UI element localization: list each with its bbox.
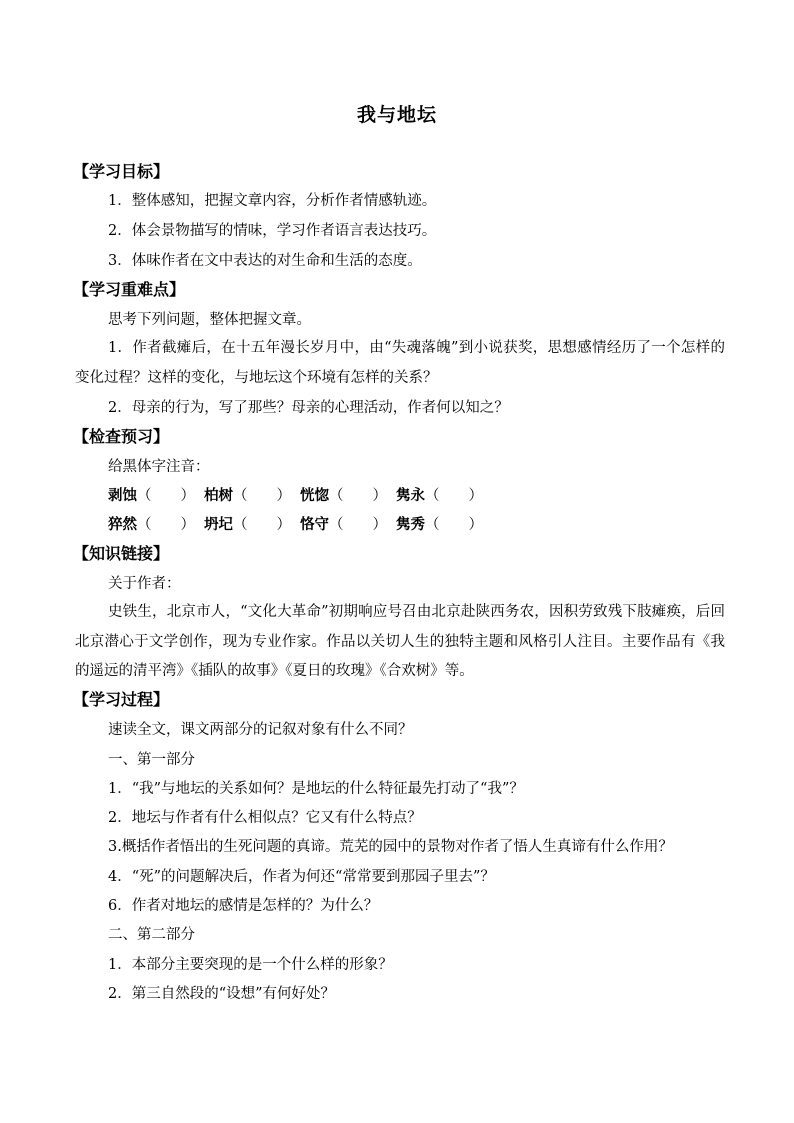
section-heading-process: 【学习过程】	[73, 690, 170, 709]
pinyin-item	[396, 486, 486, 506]
pinyin-word: 恍惚	[300, 488, 329, 504]
section-heading-goals: 【学习目标】	[73, 162, 170, 181]
pinyin-blank[interactable]: （ ）	[233, 517, 291, 533]
question-item: 1．本部分主要突现的是一个什么样的形象？	[108, 957, 393, 973]
part-title: 二、第二部分	[108, 927, 195, 943]
pinyin-row-1	[108, 486, 486, 506]
pinyin-word: 坍圮	[204, 517, 233, 533]
goal-item: 1．整体感知，把握文章内容，分析作者情感轨迹。	[108, 193, 437, 209]
pinyin-item	[108, 515, 204, 535]
pinyin-blank[interactable]: （ ）	[425, 488, 483, 504]
pinyin-item	[396, 515, 486, 535]
pinyin-word: 隽永	[396, 488, 425, 504]
pinyin-item	[108, 486, 204, 506]
pinyin-blank[interactable]: （ ）	[329, 488, 387, 504]
pinyin-word: 柏树	[204, 488, 233, 504]
pinyin-blank[interactable]: （ ）	[137, 517, 195, 533]
question-item: 2．地坛与作者有什么相似点？它又有什么特点？	[108, 810, 422, 826]
question-item: 4．“死”的问题解决后，作者为何还“常常要到那园子里去”？	[108, 869, 495, 885]
section-heading-preview: 【检查预习】	[73, 427, 170, 446]
goal-item: 2．体会景物描写的情味，学习作者语言表达技巧。	[108, 223, 437, 239]
section-heading-knowledge: 【知识链接】	[73, 544, 170, 563]
question-item: 3.概括作者悟出的生死问题的真谛。荒芜的园中的景物对作者了悟人生真谛有什么作用？	[108, 839, 673, 855]
pinyin-word: 隽秀	[396, 517, 425, 533]
pinyin-word: 恪守	[300, 517, 329, 533]
question-item: 1．“我”与地坛的关系如何？是地坛的什么特征最先打动了“我”？	[108, 781, 524, 797]
pinyin-row-2	[108, 515, 486, 535]
pinyin-blank[interactable]: （ ）	[233, 488, 291, 504]
knowledge-intro: 关于作者：	[108, 576, 181, 592]
question-item: 6．作者对地坛的感情是怎样的？为什么？	[108, 898, 379, 914]
preview-instruction: 给黑体字注音：	[108, 459, 210, 475]
key-question-2: 2．母亲的行为，写了那些？母亲的心理活动，作者何以知之？	[108, 400, 509, 416]
section-heading-key-points: 【学习重难点】	[73, 280, 186, 299]
part-title: 一、第一部分	[108, 752, 195, 768]
author-bio: 史铁生，北京市人，“文化大革命”初期响应号召由北京赴陕西务农，因积劳致残下肢瘫痪，后回北京潜心于文学创作，现为专业作家。作品以关切人生的独特主题和风格引人注目。主要作品有《我的遥远的清平湾》《插队的故事》《夏日的玫瑰》《合欢树》等。	[75, 604, 725, 679]
pinyin-blank[interactable]: （ ）	[329, 517, 387, 533]
key-question-1: 1．作者截瘫后，在十五年漫长岁月中，由“失魂落魄”到小说获奖，思想感情经历了一个怎样的变化过程？这样的变化，与地坛这个环境有怎样的关系？	[75, 340, 725, 386]
key-points-intro: 思考下列问题，整体把握文章。	[108, 312, 311, 328]
pinyin-blank[interactable]: （ ）	[425, 517, 483, 533]
question-item: 2．第三自然段的“设想”有何好处？	[108, 986, 336, 1002]
pinyin-word: 猝然	[108, 517, 137, 533]
process-intro: 速读全文，课文两部分的记叙对象有什么不同？	[108, 722, 413, 738]
pinyin-blank[interactable]: （ ）	[137, 488, 195, 504]
document-title: 我与地坛	[356, 104, 437, 126]
goal-item: 3．体味作者在文中表达的对生命和生活的态度。	[108, 253, 422, 269]
pinyin-item	[204, 515, 300, 535]
pinyin-item	[204, 486, 300, 506]
pinyin-item	[300, 486, 396, 506]
pinyin-word: 剥蚀	[108, 488, 137, 504]
pinyin-item	[300, 515, 396, 535]
